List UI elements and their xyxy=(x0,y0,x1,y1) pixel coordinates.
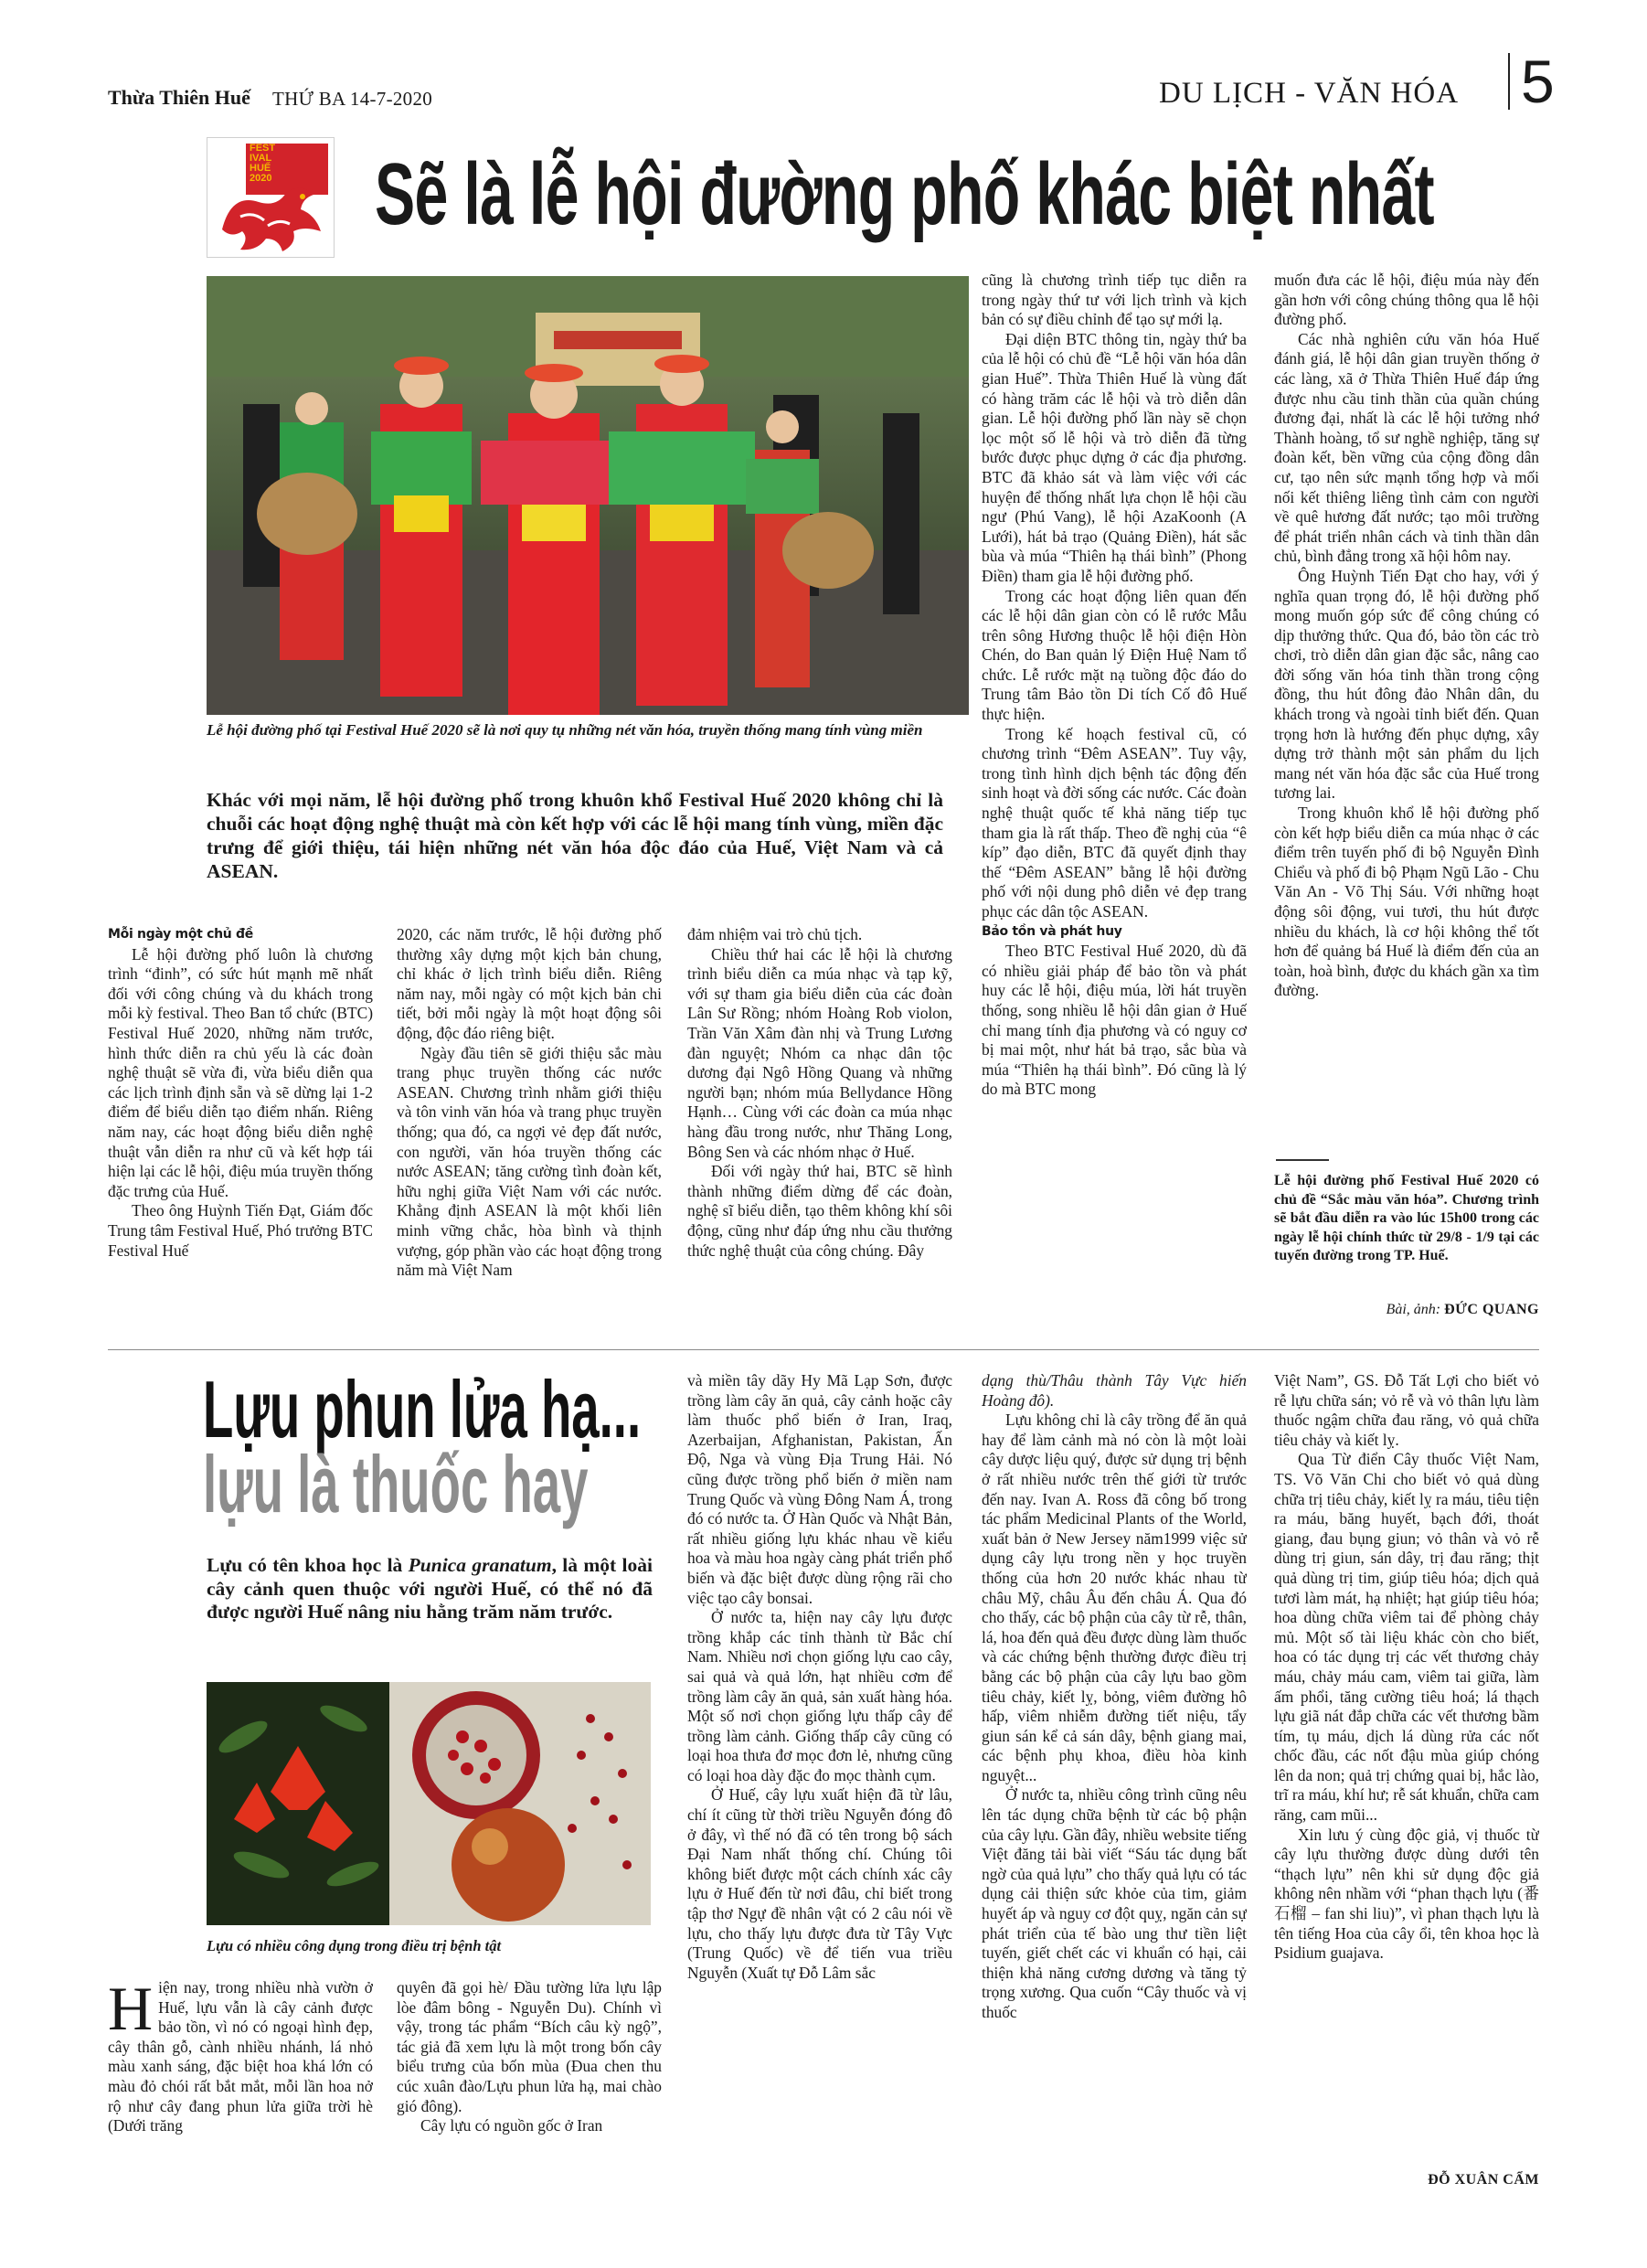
paragraph: Qua Từ điển Cây thuốc Việt Nam, TS. Võ Văn Chi cho biết vỏ quả dùng chữa trị tiêu chảy, kiết lỵ ra máu, tiêu tiện ra máu, băng huyết, bạch đới, thoát giang, đau bụng giun; vỏ thân và vỏ rễ dùng trị giun, sán dây, trị đau răng; thịt quả dùng trị tim, giúp tiêu hóa; dịch quả tươi làm mát, hạ nhiệt; hạt giúp tiêu hóa; hoa dùng chữa viêm tai để phòng chảy mủ. Một số tài liệu khác còn cho biết, hoa có tác dụng trị các vết thương chảy máu, chảy máu cam, viêm tai giữa, làm ấm phổi, tăng cường tiêu hoá; lá thạch lựu giã nát đắp chữa các vết thương bầm tím, tụ máu, dịch lá dùng rửa các nốt chốc đầu, các nốt đậu mùa giúp chóng lên da non; quả trị chứng quai bị, hắc lào, trĩ ra máu, khí hư; rễ sát khuẩn, chữa cam răng, cam mũi... xyxy=(1274,1450,1539,1825)
article1-column-1 xyxy=(108,925,373,1327)
article1-column-5 xyxy=(1274,271,1539,1148)
paragraph: và miền tây dãy Hy Mã Lạp Sơn, được trồng làm cây ăn quả, cây cảnh hoặc cây làm thuốc phổ biến ở Iran, Iraq, Azerbaijan, Afghanistan, Pakistan, Ấn Độ, Nga và vùng Địa Trung Hải. Nó cũng được trồng phổ biến ở miền nam Trung Quốc và vùng Đông Nam Á, trong đó có nước ta. Ở Hàn Quốc và Nhật Bản, rất nhiều giống lựu khác nhau về kiểu hoa và màu hoa ngày càng phát triển phổ biến và đặc biệt được dùng rộng rãi cho việc tạo cây bonsai. xyxy=(687,1371,952,1607)
paragraph: Lễ hội đường phố luôn là chương trình “đinh”, có sức hút mạnh mẽ nhất đối với công chúng và du khách trong mỗi kỳ festival. Theo Ban tổ chức (BTC) Festival Huế 2020, những năm trước, hình thức diễn ra chủ yếu là các đoàn nghệ thuật sẽ vừa đi, vừa biểu diễn qua các lịch trình định sẵn và sẽ dừng lại 1-2 điểm để biểu diễn tạo điểm nhấn. Riêng năm nay, các hoạt động biểu diễn nghệ thuật vẫn diễn ra như cũ và kết hợp tái hiện lại các lễ hội, điệu múa truyền thống đặc trưng của Huế. xyxy=(108,944,373,1200)
paragraph: Theo BTC Festival Huế 2020, dù đã có nhiều giải pháp để bảo tồn và phát huy các lễ hội, điệu múa, lời hát truyền thống, song nhiều lễ hội dân gian ở Huế chỉ mang tính địa phương và có nguy cơ bị mai một, như hát bả trạo, sắc bùa và múa “Thiên hạ thái bình”. Đó cũng là lý do mà BTC mong xyxy=(982,942,1247,1099)
paragraph: Theo ông Huỳnh Tiến Đạt, Giám đốc Trung tâm Festival Huế, Phó trưởng BTC Festival Huế xyxy=(108,1201,373,1260)
section-label: DU LỊCH - VĂN HÓA xyxy=(1159,77,1460,110)
note-rule xyxy=(1276,1159,1329,1161)
paragraph: Cây lựu có nguồn gốc ở Iran xyxy=(420,2116,603,2135)
paragraph: Đại diện BTC thông tin, ngày thứ ba của lễ hội có chủ đề “Lễ hội văn hóa dân gian Huế”. Thừa Thiên Huế là vùng đất có hàng trăm các lễ hội và trò diễn dân gian. Lễ hội đường phố lần này sẽ chọn lọc một số lễ hội và trò diễn đã từng bước được phục dựng ở các địa phương. BTC đã khảo sát và làm việc với các huyện để thống nhất lựa chọn lễ hội cầu ngư (Phú Vang), lễ hội AzaKoonh (A Lưới), hát bả trạo (Quảng Điền), hát sắc bùa và múa “Thiên hạ thái bình” (Phong Điền) tham gia lễ hội đường phố. xyxy=(982,329,1247,585)
paragraph: Ở nước ta, nhiều công trình cũng nêu lên tác dụng chữa bệnh từ các bộ phận của cây lựu. Gần đây, nhiều website tiếng Việt đăng tải bài viết “Sáu tác dụng bất ngờ của quả lựu” cho thấy quả lựu có tác dụng cải thiện sức khỏe của tim, giảm huyết áp và nguy cơ đột quỵ, ngăn cản sự phát triển của tế bào ung thư tiền liệt tuyến, giết chết các vi khuẩn có hại, cải thiện khả năng cương dương và tăng tỷ trọng xương. Qua cuốn “Cây thuốc và vị thuốc xyxy=(982,1785,1247,2021)
paragraph: Ngày đầu tiên sẽ giới thiệu sắc màu trang phục truyền thống các nước ASEAN. Chương trình nhằm giới thiệu và tôn vinh văn hóa và trang phục truyền thống; qua đó, ca ngợi vẻ đẹp đất nước, con người, văn hóa truyền thống các nước ASEAN; tăng cường tình đoàn kết, hữu nghị giữa Việt Nam với các nước. Khẳng định ASEAN là một khối liên minh vững chắc, hòa bình và thịnh vượng, góp phần vào các hoạt động trong năm mà Việt Nam xyxy=(397,1043,662,1280)
photo-caption: Lễ hội đường phố tại Festival Huế 2020 sẽ là nơi quy tụ những nét văn hóa, truyền thống mang tính vùng miền xyxy=(207,721,923,739)
sapo-part-b: , là một loài cây cảnh quen thuộc với người Huế, có thể nó đã được người Huế nâng niu hằng trăm năm trước. xyxy=(207,1554,653,1623)
paragraph: Chiều thứ hai các lễ hội là chương trình biểu diễn ca múa nhạc và tạp kỹ, với sự tham gia biểu diễn của các đoàn Lân Sư Rồng; nhóm Hoàng Rob violon, Trần Văn Xâm đàn nhị và Trung Lương đàn nguyệt; Nhóm ca nhạc dân tộc dương đại Ngô Hồng Quang và những người bạn; nhóm múa Bellydance Hồng Hạnh… Cùng với các đoàn ca múa nhạc hàng đầu trong nước, như Thăng Long, Bông Sen và các nhóm nhạc ở Huế. xyxy=(687,944,952,1161)
logo-text-1: FEST xyxy=(250,143,276,154)
pomegranate-caption: Lựu có nhiều công dụng trong điều trị bệnh tật xyxy=(207,1937,502,1954)
byline-author: ĐỨC QUANG xyxy=(1444,1302,1539,1317)
paragraph: cũng là chương trình tiếp tục diễn ra trong ngày thứ tư với lịch trình và kịch bản có sự điều chỉnh để tạo sự mới lạ. xyxy=(982,271,1247,329)
paragraph: Trong khuôn khổ lễ hội đường phố còn kết hợp biểu diễn ca múa nhạc ở các điểm trên tuyến phố đi bộ Nguyễn Đình Chiểu và phố đi bộ Phạm Ngũ Lão - Chu Văn An - Võ Thị Sáu. Với những hoạt động sôi động, vui tươi, thu hút được nhiều du khách, là cơ hội không thể tốt hơn để quảng bá Huế là điểm đến của an toàn, hoà bình, được du khách gần xa tìm đường. xyxy=(1274,804,1539,1000)
masthead: Thừa Thiên Huế xyxy=(108,86,250,109)
article2-column-5 xyxy=(1274,1371,1539,2168)
article1-byline xyxy=(1274,1302,1539,1318)
logo-text-4: 2020 xyxy=(250,173,272,184)
drop-cap: H xyxy=(108,1978,154,2043)
logo-text-2: IVAL xyxy=(250,153,272,164)
article2-column-3 xyxy=(687,1371,952,2198)
paragraph: Đối với ngày thứ hai, BTC sẽ hình thành những điểm dừng để các đoàn, nghệ sĩ biểu diễn, tạo thêm không khí sôi động, cũng như đáp ứng nhu cầu thưởng thức nghệ thuật của công chúng. Đây xyxy=(687,1162,952,1260)
subheading-preserve: Bảo tồn và phát huy xyxy=(982,923,1122,939)
paragraph: Ở nước ta, hiện nay cây lựu được trồng khắp các tỉnh thành từ Bắc chí Nam. Nhiều nơi chọn giống lựu cao cây, sai quả và quả lớn, hạt nhiều cơm để trồng làm cây ăn quả, sản xuất hàng hóa. Một số nơi chọn giống lựu thấp cây để trồng làm cảnh. Giống thấp cây cũng có loại hoa thưa đơ mọc đơn lẻ, nhưng cũng có loại hoa dày đặc đo mọc thành cụm. xyxy=(687,1608,952,1784)
article2-column-2 xyxy=(397,1978,662,2198)
article2-column-4 xyxy=(982,1371,1247,2198)
page-number: 5 xyxy=(1521,48,1555,115)
subheading-daily-theme: Mỗi ngày một chủ đề xyxy=(108,927,253,942)
paragraph: Ông Huỳnh Tiến Đạt cho hay, với ý nghĩa quan trọng đó, lễ hội đường phố mong muốn góp sức để công chúng có dịp thưởng thức. Qua đó, bảo tồn các trò chơi, trò diễn dân gian đặc sắc, nâng cao đời sống văn hóa tinh thần trong cộng đồng, thu hút đông đảo Nhân dân, du khách trong và ngoài tỉnh biết đến. Quan trọng hơn là hướng đến phục dựng, xây dựng trở thành một sản phẩm du lịch mang nét văn hóa đặc sắc của Huế trong tương lai. xyxy=(1274,566,1539,803)
paragraph: Trong kế hoạch festival cũ, có chương trình “Đêm ASEAN”. Tuy vậy, trong tình hình dịch bệnh tác động đến sinh hoạt và đời sống các nước. Các đoàn nghệ thuật quốc tế khả năng tiếp tục tham gia là rất thấp. Theo đề nghị của “ê kíp” đạo diễn, BTC đã quyết định thay thế “Đêm ASEAN” bằng lễ hội đường phố với nội dung phô diễn vẻ đẹp trang phục các dân tộc ASEAN. xyxy=(982,724,1247,921)
paragraph-text: iện nay, trong nhiều nhà vườn ở Huế, lựu vẫn là cây cảnh được bảo tồn, vì nó có ngoại hình đẹp, cây thân gỗ, cành nhiều nhánh, lá nhỏ màu xanh sáng, đặc biệt hoa khá lớn có màu đỏ chói rất bắt mắt, mỗi lần hoa nở rộ như cây đang phun lửa giữa trời hè (Dưới trăng xyxy=(108,1978,373,2135)
article1-column-2 xyxy=(397,925,662,1327)
paragraph: quyên đã gọi hè/ Đầu tường lửa lựu lập lòe đâm bông - Nguyễn Du). Chính vì vậy, trong tác phẩm “Bích câu kỳ ngộ”, tác giả đã xem lựu là một trong bốn cây biểu trưng của bốn mùa (Đua chen thu cúc xuân đào/Lựu phun lửa hạ, mai chào gió đông). xyxy=(397,1978,662,2115)
article2-title-line2: lựu là thuốc hay xyxy=(203,1439,589,1529)
scientific-name: Punica granatum xyxy=(408,1554,552,1576)
article1-column-3 xyxy=(687,925,952,1327)
paragraph: dạng thù/Thâu thành Tây Vực hiến Hoàng đô). xyxy=(982,1371,1247,1410)
paragraph: Lựu không chỉ là cây trồng để ăn quả hay để làm cảnh mà nó còn là một loài cây dược liệu quý, được sử dụng trị bệnh ở rất nhiều nước trên thế giới từ trước đến nay. Ivan A. Ross đã công bố trong tác phẩm Medicinal Plants of the World, xuất bản ở New Jersey năm1999 việc sử dụng cây lựu trong nền y học truyền thống của hơn 20 nước khác nhau từ châu Mỹ, châu Âu đến châu Á. Qua đó cho thấy, các bộ phận của cây từ rễ, thân, lá, hoa đến quả đều được dùng làm thuốc và các chứng bệnh thường được điều trị bằng các bộ phận của cây lựu bao gồm tiêu chảy, kiết lỵ, bỏng, viêm đường hô hấp, viêm nhiễm đường tiết niệu, tẩy giun sán kể cả sán dây, bệnh giang mai, các bệnh phụ khoa, điều hòa kinh nguyệt... xyxy=(982,1411,1247,1784)
article1-column-4 xyxy=(982,271,1247,1327)
logo-text-3: HUẾ xyxy=(250,163,271,174)
issue-date: THỨ BA 14-7-2020 xyxy=(272,88,433,110)
dragon-emblem xyxy=(213,175,330,255)
byline-prefix: Bài, ảnh: xyxy=(1386,1302,1441,1317)
paragraph: đảm nhiệm vai trò chủ tịch. xyxy=(687,925,863,943)
article1-title: Sẽ là lễ hội đường phố khác biệt nhất xyxy=(375,145,1434,243)
header-divider xyxy=(1508,53,1510,110)
paragraph: muốn đưa các lễ hội, điệu múa này đến gần hơn với công chúng thông qua lễ hội đường phố. xyxy=(1274,271,1539,329)
article1-sapo: Khác với mọi năm, lễ hội đường phố trong khuôn khổ Festival Huế 2020 không chỉ là chuỗi các hoạt động nghệ thuật mà còn kết hợp với các lễ hội mang tính vùng, miền đặc trưng để giới thiệu, tái hiện những nét văn hóa độc đáo của Huế, Việt Nam và cả ASEAN. xyxy=(207,789,943,882)
sapo-part-a: Lựu có tên khoa học là xyxy=(207,1554,409,1576)
article2-title-line1: Lựu phun lửa hạ... xyxy=(203,1364,642,1454)
paragraph: Ở Huế, cây lựu xuất hiện đã từ lâu, chí ít cũng từ thời triều Nguyễn đóng đô ở đây, vì thế nó đã có tên trong bộ sách Đại Nam nhất thống chí. Chúng tôi không biết được một cách chính xác cây lựu ở Huế đến từ nơi đâu, chỉ biết trong tập thơ Ngự đề nhân vật có 2 câu nói về lựu, cho thấy lựu được đưa từ Tây Vực (Trung Quốc) về để tiến vua triều Nguyễn (Xuất tự Đỗ Lâm sắc xyxy=(687,1785,952,1982)
article2-byline: ĐỖ XUÂN CẨM xyxy=(1428,2172,1539,2188)
paragraph: 2020, các năm trước, lễ hội đường phố thường xây dựng một kịch bản chung, chỉ khác ở lịch trình biểu diễn. Riêng năm nay, mỗi ngày có một kịch bản chi tiết, bởi mỗi ngày là một hoạt động sôi động, độc đáo riêng biệt. xyxy=(397,925,662,1042)
festival-logo xyxy=(207,137,335,258)
pomegranate-photo xyxy=(207,1682,651,1925)
info-note: Lễ hội đường phố Festival Huế 2020 có chủ đề “Sắc màu văn hóa”. Chương trình sẽ bắt đầu diễn ra vào lúc 15h00 trong các ngày lễ hội chính thức từ 29/8 - 1/9 tại các tuyến đường trong TP. Huế. xyxy=(1274,1173,1539,1263)
paragraph: Các nhà nghiên cứu văn hóa Huế đánh giá, lễ hội dân gian truyền thống ở các làng, xã ở Thừa Thiên Huế đáp ứng được nhu cầu tinh thần của quần chúng đương đại, nhất là các lễ hội tưởng nhớ Thành hoàng, tổ sư nghề nghiệp, tăng sự đoàn kết, bền vững của cộng đồng dân cư, tạo nên sức mạnh tổng hợp và mối nối kết thiêng liêng tình cảm con người về quê hương đất nước; tạo môi trường để phát triển nhân cách và tinh thần dân chủ, bình đẳng trong xã hội hôm nay. xyxy=(1274,329,1539,566)
article-separator xyxy=(108,1349,1539,1350)
article2-column-1 xyxy=(108,1978,373,2198)
paragraph: Việt Nam”, GS. Đỗ Tất Lợi cho biết vỏ rễ lựu chữa sán; vỏ rễ và vỏ thân lựu làm thuốc ngậm chữa đau răng, vỏ quả chữa tiêu chảy và kiết lỵ. xyxy=(1274,1371,1539,1449)
paragraph xyxy=(108,1978,373,2136)
paragraph: Xin lưu ý cùng độc giả, vị thuốc từ cây lựu thường được dùng dưới tên “thạch lựu” nên khi sử dụng độc giả không nên nhầm với “phan thạch lựu (番石榴 – fan shi liu)”, vì phan thạch lựu là tên tiếng Hoa của cây ổi, tên khoa học là Psidium guajava. xyxy=(1274,1825,1539,1963)
festival-parade-photo xyxy=(207,276,969,715)
article2-sapo xyxy=(207,1554,653,1624)
paragraph: Trong các hoạt động liên quan đến các lễ hội dân gian còn có lễ rước Mẫu trên sông Hương thuộc lễ hội điện Hòn Chén, do Ban quản lý Điện Huệ Nam tổ chức. Lễ rước mặt nạ tuồng độc đáo do Trung tâm Bảo tồn Di tích Cố đô Huế thực hiện. xyxy=(982,586,1247,724)
